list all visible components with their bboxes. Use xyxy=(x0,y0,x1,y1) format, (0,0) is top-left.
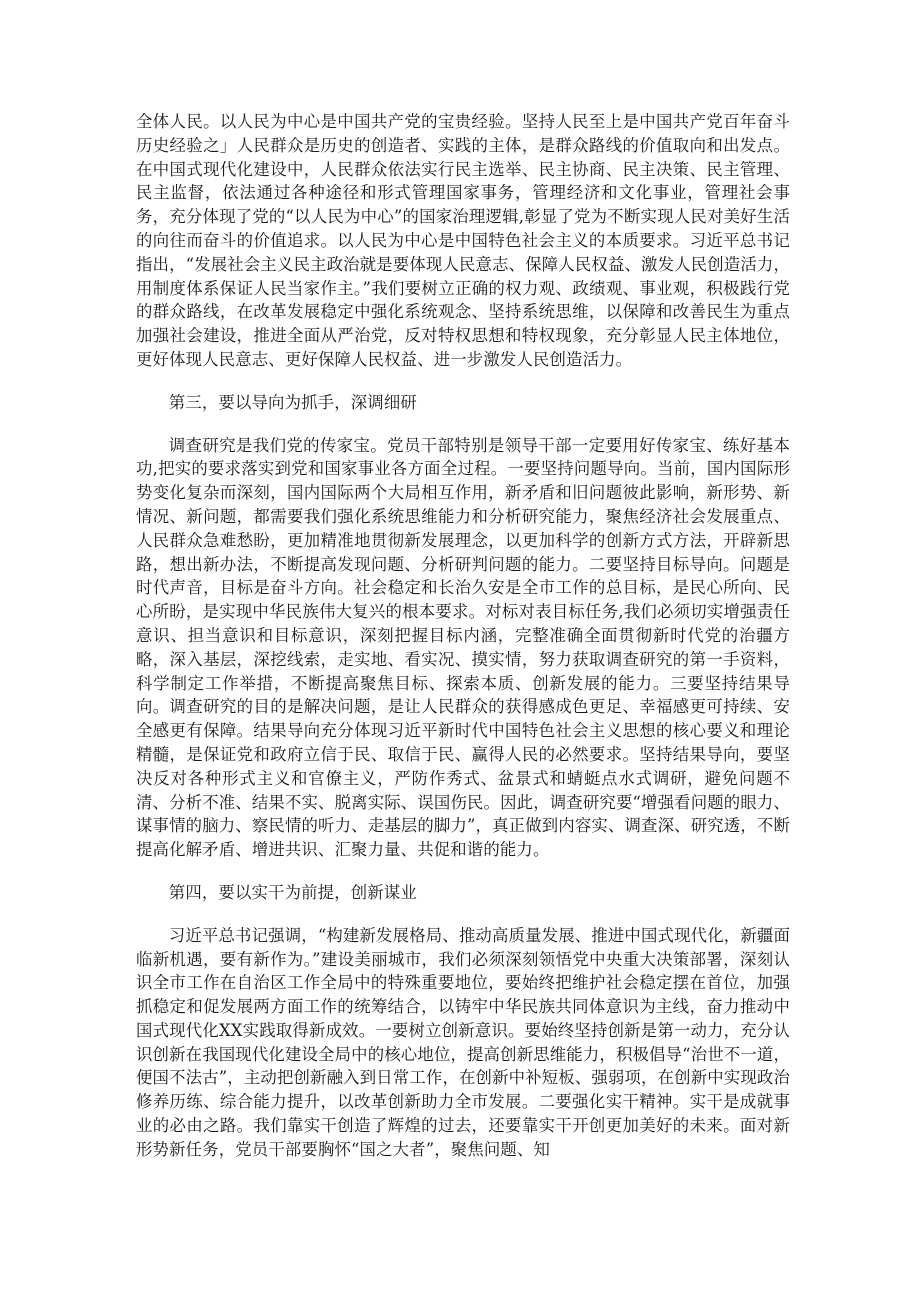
paragraph-gap xyxy=(136,905,790,924)
paragraph-gap xyxy=(136,862,790,881)
paragraph-gap xyxy=(136,372,790,391)
document-page xyxy=(136,110,790,1162)
paragraph-research: 调查研究是我们党的传家宝。党员干部特别是领导干部一定要用好传家宝、练好基本功,把实的要求落实到党和国家事业各方面全过程。一要坚持问题导向。当前，国内国际形势变化复杂而深刻，国内国际两个大局相互作用，新矛盾和旧问题彼此影响，新形势、新情况、新问题，都需要我们强化系统思维能力和分析研究能力，聚焦经济社会发展重点、人民群众急难愁盼，更加精准地贯彻新发展理念，以更加科学的创新方式方法，开辟新思路，想出新办法，不断提高发现问题、分析研判问题的能力。二要坚持目标导向。问题是时代声音，目标是奋斗方向。社会稳定和长治久安是全市工作的总目标，是民心所向、民心所盼，是实现中华民族伟大复兴的根本要求。对标对表目标任务,我们必须切实增强责任意识、担当意识和目标意识，深刻把握目标内涵，完整准确全面贯彻新时代党的治疆方略，深入基层，深挖线索，走实地、看实况、摸实情，努力获取调查研究的第一手资料，科学制定工作举措，不断提高聚焦目标、探索本质、创新发展的能力。三要坚持结果导向。调查研究的目的是解决问题，是让人民群众的获得感成色更足、幸福感更可持续、安全感更有保障。结果导向充分体现习近平新时代中国特色社会主义思想的核心要义和理论精髓，是保证党和政府立信于民、取信于民、赢得人民的必然要求。坚持结果导向，要坚决反对各种形式主义和官僚主义，严防作秀式、盆景式和蜻蜓点水式调研，避免问题不清、分析不准、结果不实、脱离实际、误国伤民。因此，调查研究要“增强看问题的眼力、谋事情的脑力、察民情的听力、走基层的脚力”，真正做到内容实、调查深、研究透，不断提高化解矛盾、增进共识、汇聚力量、共促和谐的能力。 xyxy=(136,435,790,860)
paragraph-innovation: 习近平总书记强调，“构建新发展格局、推动高质量发展、推进中国式现代化，新疆面临新机遇，要有新作为。”建设美丽城市，我们必须深刻领悟党中央重大决策部署，深刻认识全市工作在自治区工作全局中的特殊重要地位，要始终把维护社会稳定摆在首位，加强抓稳定和促发展两方面工作的统筹结合，以铸牢中华民族共同体意识为主线，奋力推动中国式现代化XX实践取得新成效。一要树立创新意识。要始终坚持创新是第一动力，充分认识创新在我国现代化建设全局中的核心地位，提高创新思维能力，积极倡导“治世不一道，便国不法古”，主动把创新融入到日常工作，在创新中补短板、强弱项，在创新中实现政治修养历练、综合能力提升，以改革创新助力全市发展。二要强化实干精神。实干是成就事业的必由之路。我们靠实干创造了辉煌的过去，还要靠实干开创更加美好的未来。面对新形势新任务，党员干部要胸怀“国之大者”，聚焦问题、知 xyxy=(136,925,790,1159)
paragraph-people-centered: 全体人民。以人民为中心是中国共产党的宝贵经验。坚持人民至上是中国共产党百年奋斗历史经验之」人民群众是历史的创造者、实践的主体，是群众路线的价值取向和出发点。在中国式现代化建设中，人民群众依法实行民主选举、民主协商、民主决策、民主管理、民主监督，依法通过各种途径和形式管理国家事务，管理经济和文化事业，管理社会事务，充分体现了党的“以人民为中心”的国家治理逻辑,彰显了党为不断实现人民对美好生活的向往而奋斗的价值追求。以人民为中心是中国特色社会主义的本质要求。习近平总书记指出，“发展社会主义民主政治就是要体现人民意志、保障人民权益、激发人民创造活力，用制度体系保证人民当家作主。”我们要树立正确的权力观、政绩观、事业观，积极践行党的群众路线，在改革发展稳定中强化系统观念、坚持系统思维，以保障和改善民生为重点加强社会建设，推进全面从严治党，反对特权思想和特权现象，充分彰显人民主体地位，更好体现人民意志、更好保障人民权益、进一步激发人民创造活力。 xyxy=(136,112,790,369)
section-heading-third: 第三，要以导向为抓手，深调细研 xyxy=(168,392,417,412)
paragraph-gap xyxy=(136,415,790,434)
section-heading-fourth: 第四，要以实干为前提，创新谋业 xyxy=(168,882,417,902)
